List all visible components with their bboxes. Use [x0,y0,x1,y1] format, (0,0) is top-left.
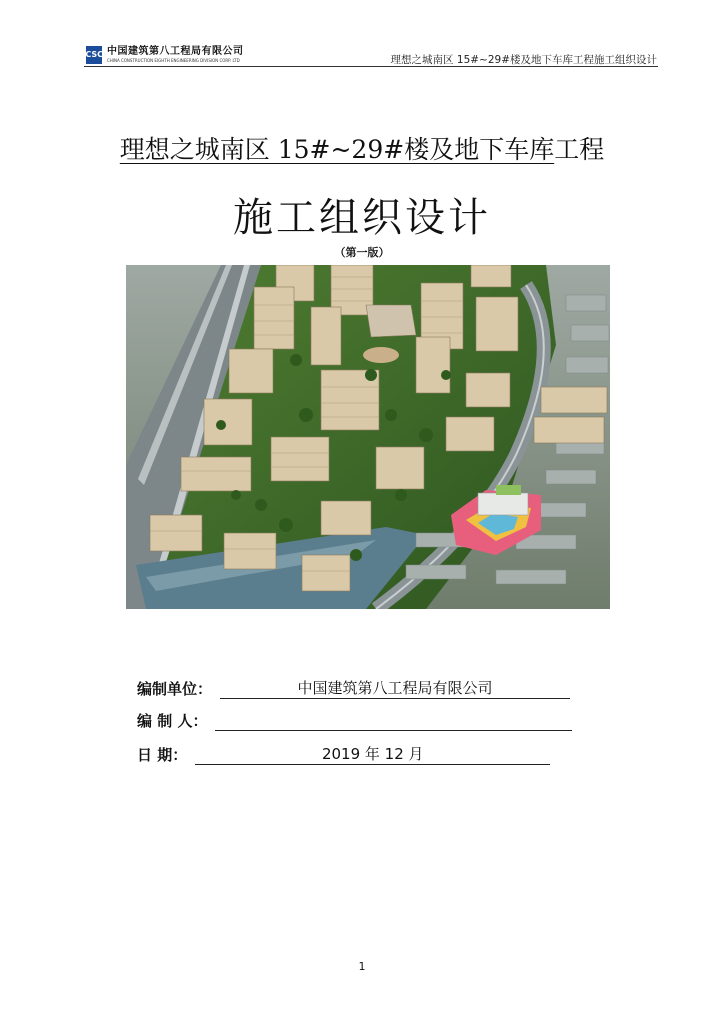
aerial-residential-rendering-icon [126,265,610,609]
date-value: 2019 年 12 月 [195,744,550,765]
company-logo-text [107,46,244,64]
header-document-title: 理想之城南区 15#~29#楼及地下车库工程施工组织设计 [390,54,657,66]
company-logo [79,46,244,64]
date-label: 日 期： [137,746,188,764]
date-row [137,744,550,765]
compiling-unit-label: 编制单位： [137,680,213,698]
author-value [215,710,572,731]
project-title-underlined: 理想之城南区 15#~29#楼及地下车库 [119,135,555,164]
company-name-cn: 中国建筑第八工程局有限公司 [107,46,244,57]
page-number: 1 [358,960,366,973]
company-name-en: CHINA CONSTRUCTION EIGHTH ENGINEERING DIVISION CORP. LTD [107,58,240,63]
document-title: 施工组织设计 [233,195,491,241]
author-row [137,710,572,731]
project-title [0,130,724,166]
company-logo-icon: CCSCE [86,46,102,64]
compiling-unit-row [137,678,570,699]
project-title-suffix: 工程 [554,135,605,164]
edition-label: （第一版） [334,246,390,259]
compiling-unit-value: 中国建筑第八工程局有限公司 [220,678,570,699]
author-label: 编 制 人： [137,712,208,730]
header-divider [84,66,658,67]
